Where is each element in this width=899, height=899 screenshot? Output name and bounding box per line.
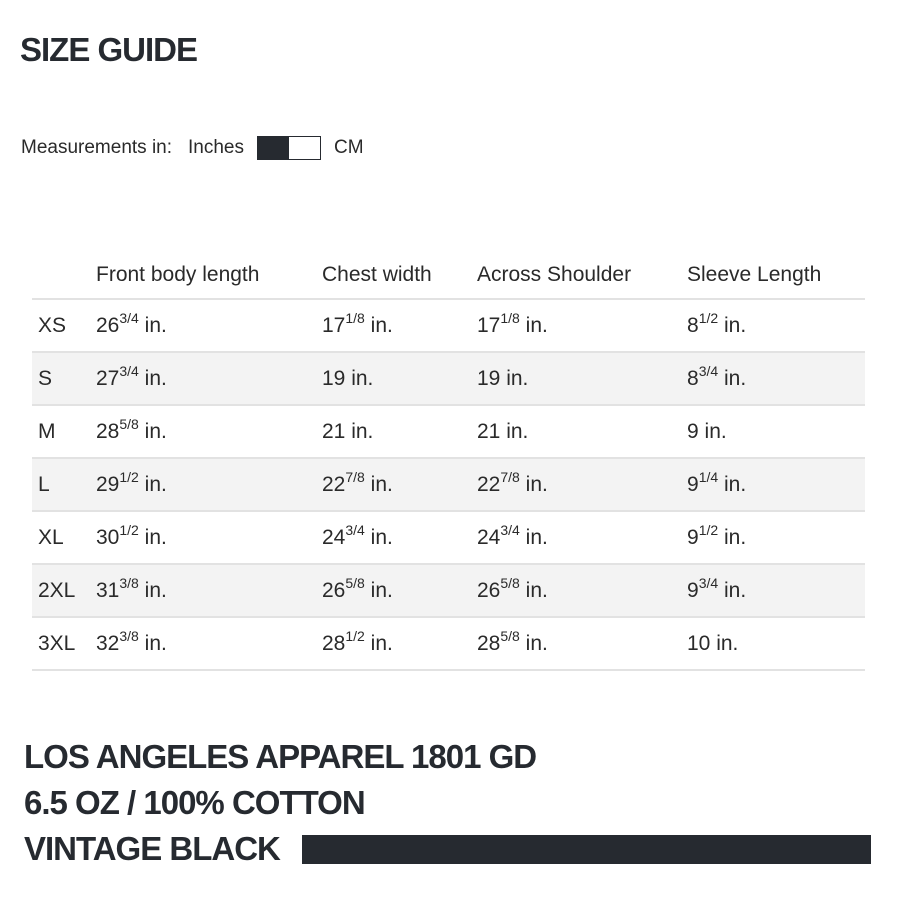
measure-fraction: 5/8 — [345, 574, 365, 591]
measure-whole: 8 — [687, 366, 699, 390]
product-color-name: VINTAGE BLACK — [24, 830, 280, 867]
measure-whole: 30 — [96, 525, 120, 549]
measure-unit: in. — [138, 419, 167, 443]
measure-whole: 26 — [96, 313, 120, 337]
measure-whole: 10 — [687, 631, 711, 655]
measure-fraction: 3/4 — [119, 362, 139, 379]
measure-unit: in. — [519, 313, 548, 337]
measure-fraction: 5/8 — [500, 627, 520, 644]
measure-whole: 17 — [477, 313, 501, 337]
measure-unit: in. — [519, 472, 548, 496]
measure-fraction: 1/2 — [698, 521, 719, 538]
cell-chest-width — [322, 352, 477, 405]
header-chest-width: Chest width — [322, 252, 477, 299]
product-color-row — [24, 826, 871, 872]
measure-unit: in. — [138, 631, 167, 655]
measure-whole: 9 — [687, 472, 699, 496]
cell-across-shoulder — [477, 352, 687, 405]
measure-whole: 28 — [477, 631, 501, 655]
size-table — [32, 252, 865, 671]
measure-whole: 28 — [322, 631, 346, 655]
measure-whole: 27 — [96, 366, 120, 390]
measure-unit: in. — [500, 366, 529, 390]
measure-unit: in. — [718, 472, 747, 496]
cell-across-shoulder — [477, 564, 687, 617]
measure-fraction: 1/2 — [119, 521, 139, 538]
measure-whole: 29 — [96, 472, 120, 496]
measure-whole: 21 — [322, 419, 346, 443]
toggle-inactive-half — [289, 137, 320, 159]
table-row — [32, 564, 865, 617]
measure-unit: in. — [364, 578, 393, 602]
table-row — [32, 352, 865, 405]
cell-front-body-length — [96, 617, 322, 670]
inches-option[interactable]: Inches — [188, 137, 244, 158]
measure-unit: in. — [345, 419, 374, 443]
cell-sleeve-length — [687, 458, 865, 511]
measure-fraction: 3/8 — [119, 627, 139, 644]
size-label: L — [32, 458, 96, 511]
cell-front-body-length — [96, 352, 322, 405]
measure-fraction: 1/8 — [500, 309, 520, 326]
cell-chest-width — [322, 299, 477, 352]
measure-whole: 9 — [687, 419, 699, 443]
measure-fraction: 1/2 — [119, 468, 139, 485]
size-label: S — [32, 352, 96, 405]
toggle-active-half — [258, 137, 289, 159]
measure-unit: in. — [718, 313, 747, 337]
cm-option[interactable]: CM — [334, 137, 364, 158]
header-front-body-length: Front body length — [96, 252, 322, 299]
measure-fraction: 1/8 — [345, 309, 365, 326]
cell-chest-width — [322, 617, 477, 670]
cell-chest-width — [322, 405, 477, 458]
measure-fraction: 1/2 — [345, 627, 365, 644]
measure-unit: in. — [718, 366, 747, 390]
measure-whole: 26 — [477, 578, 501, 602]
cell-front-body-length — [96, 458, 322, 511]
measure-unit: in. — [718, 525, 747, 549]
measure-unit: in. — [364, 525, 393, 549]
measure-unit: in. — [718, 578, 747, 602]
measure-whole: 28 — [96, 419, 120, 443]
measure-fraction: 3/4 — [119, 309, 139, 326]
measure-whole: 21 — [477, 419, 501, 443]
measure-whole: 32 — [96, 631, 120, 655]
measure-unit: in. — [364, 472, 393, 496]
measure-unit: in. — [138, 366, 167, 390]
cell-sleeve-length — [687, 352, 865, 405]
measure-fraction: 7/8 — [345, 468, 365, 485]
cell-chest-width — [322, 511, 477, 564]
cell-sleeve-length — [687, 511, 865, 564]
measure-unit: in. — [364, 631, 393, 655]
table-row — [32, 458, 865, 511]
measure-unit: in. — [519, 578, 548, 602]
measure-whole: 8 — [687, 313, 699, 337]
measure-whole: 9 — [687, 525, 699, 549]
cell-across-shoulder — [477, 458, 687, 511]
table-row — [32, 405, 865, 458]
measure-whole: 22 — [477, 472, 501, 496]
cell-front-body-length — [96, 564, 322, 617]
product-material: 6.5 OZ / 100% COTTON — [24, 784, 365, 821]
cell-chest-width — [322, 564, 477, 617]
header-size — [32, 252, 96, 299]
measure-fraction: 3/4 — [345, 521, 365, 538]
cell-across-shoulder — [477, 405, 687, 458]
measure-unit: in. — [138, 525, 167, 549]
table-row — [32, 511, 865, 564]
product-info — [24, 734, 871, 872]
measure-unit: in. — [364, 313, 393, 337]
measure-whole: 24 — [477, 525, 501, 549]
measure-whole: 31 — [96, 578, 120, 602]
measure-unit: in. — [138, 313, 167, 337]
measure-unit: in. — [138, 472, 167, 496]
measure-whole: 22 — [322, 472, 346, 496]
measure-unit: in. — [345, 366, 374, 390]
measure-whole: 19 — [322, 366, 346, 390]
measure-whole: 26 — [322, 578, 346, 602]
size-label: XL — [32, 511, 96, 564]
cell-across-shoulder — [477, 617, 687, 670]
units-toggle[interactable] — [257, 136, 321, 160]
page-title: SIZE GUIDE — [20, 31, 198, 68]
measure-fraction: 3/4 — [500, 521, 520, 538]
measure-whole: 9 — [687, 578, 699, 602]
color-swatch — [302, 835, 871, 864]
cell-across-shoulder — [477, 511, 687, 564]
measure-unit: in. — [698, 419, 727, 443]
table-row — [32, 299, 865, 352]
measure-fraction: 1/2 — [698, 309, 719, 326]
measure-whole: 19 — [477, 366, 501, 390]
cell-sleeve-length — [687, 564, 865, 617]
measure-unit: in. — [519, 631, 548, 655]
size-label: 2XL — [32, 564, 96, 617]
measure-fraction: 3/8 — [119, 574, 139, 591]
measure-unit: in. — [519, 525, 548, 549]
cell-sleeve-length — [687, 617, 865, 670]
cell-front-body-length — [96, 511, 322, 564]
measure-whole: 24 — [322, 525, 346, 549]
cell-front-body-length — [96, 405, 322, 458]
measure-unit: in. — [710, 631, 739, 655]
size-label: XS — [32, 299, 96, 352]
header-sleeve-length: Sleeve Length — [687, 252, 865, 299]
cell-sleeve-length — [687, 405, 865, 458]
cell-front-body-length — [96, 299, 322, 352]
measure-fraction: 3/4 — [698, 574, 719, 591]
size-label: 3XL — [32, 617, 96, 670]
measure-unit: in. — [138, 578, 167, 602]
product-model: LOS ANGELES APPAREL 1801 GD — [24, 738, 537, 775]
cell-sleeve-length — [687, 299, 865, 352]
size-label: M — [32, 405, 96, 458]
cell-across-shoulder — [477, 299, 687, 352]
measure-fraction: 3/4 — [698, 362, 719, 379]
measure-fraction: 5/8 — [119, 415, 139, 432]
measure-whole: 17 — [322, 313, 346, 337]
cell-chest-width — [322, 458, 477, 511]
units-label: Measurements in: — [21, 137, 173, 158]
measure-fraction: 5/8 — [500, 574, 520, 591]
measure-fraction: 7/8 — [500, 468, 520, 485]
header-across-shoulder: Across Shoulder — [477, 252, 687, 299]
table-row — [32, 617, 865, 670]
units-selector — [21, 134, 364, 162]
measure-fraction: 1/4 — [698, 468, 719, 485]
table-header-row — [32, 252, 865, 299]
measure-unit: in. — [500, 419, 529, 443]
